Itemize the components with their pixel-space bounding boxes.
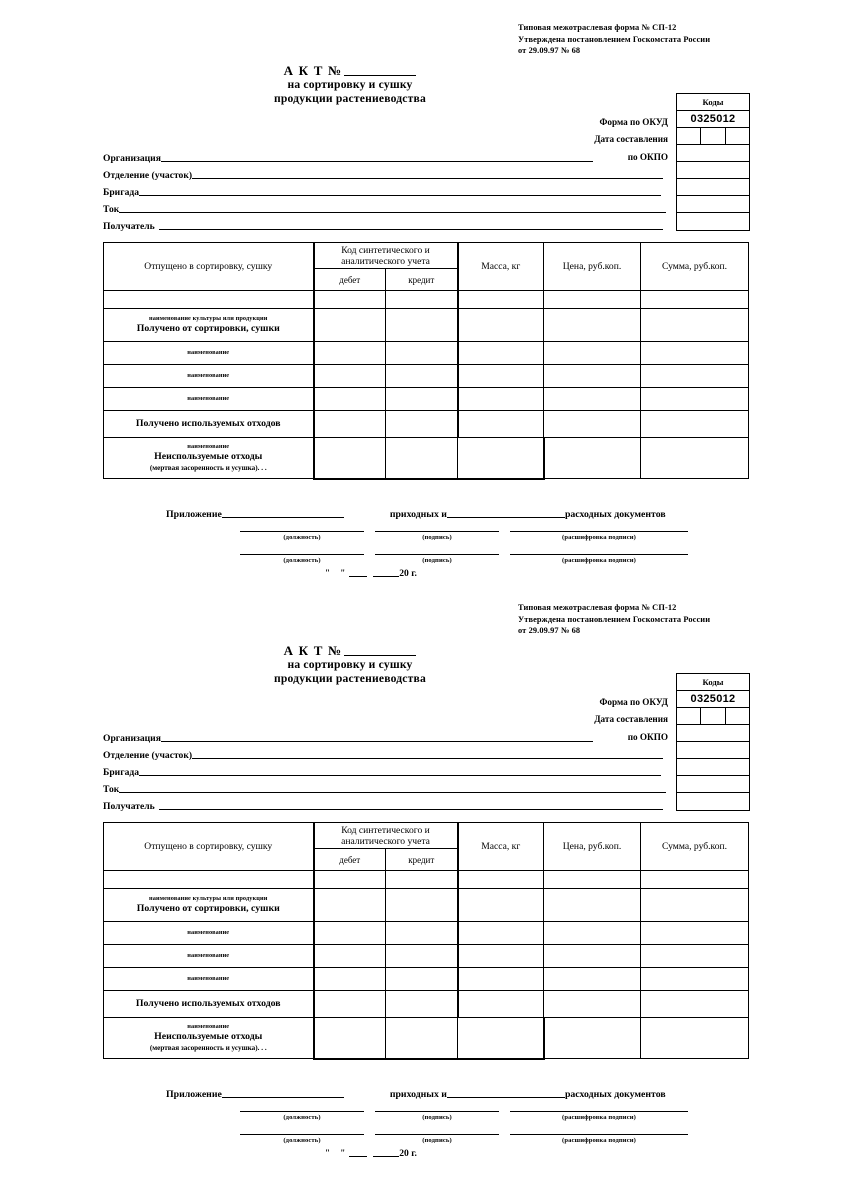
signature-caption: (подпись) (422, 534, 452, 541)
cell-price[interactable] (544, 411, 641, 438)
header-col-sum: Сумма, руб.коп. (641, 243, 749, 291)
attachment-count-outgoing[interactable] (447, 508, 565, 518)
date-cell-day[interactable] (677, 708, 701, 724)
field-receiver-input[interactable] (159, 800, 663, 810)
cell-credit[interactable] (386, 342, 458, 365)
row-caption: наименование (187, 929, 230, 936)
date-quote-marks: " " (325, 568, 350, 578)
cell-sum[interactable] (641, 922, 749, 945)
header-col-price: Цена, руб.коп. (544, 243, 641, 291)
okpo-cell[interactable] (677, 145, 749, 162)
signature-name-2 (510, 1133, 688, 1145)
signature-row-2 (0, 553, 849, 575)
title-act-label: А К Т № (283, 643, 343, 658)
title-line-3: продукции растениеводства (273, 92, 427, 105)
cell-mass[interactable] (458, 342, 544, 365)
cell-sum[interactable] (641, 291, 749, 309)
cell-price[interactable] (544, 968, 641, 991)
cell-debit[interactable] (314, 411, 386, 438)
date-cell-month[interactable] (701, 128, 725, 144)
title-act-line (0, 63, 700, 78)
table-row (104, 1018, 749, 1059)
cell-mass[interactable] (458, 291, 544, 309)
row-main-text: Получено используемых отходов (135, 418, 281, 429)
cell-debit[interactable] (314, 871, 386, 889)
table-row (104, 438, 749, 479)
label-date: Дата составления (594, 134, 668, 144)
signature-row-1 (0, 1110, 849, 1132)
cell-price[interactable] (544, 945, 641, 968)
cell-credit[interactable] (386, 991, 458, 1018)
row-caption: наименование (187, 1023, 230, 1030)
field-tok-input[interactable] (119, 203, 666, 213)
attachment-mid-label: приходных и (389, 1089, 447, 1100)
row-label-blank (104, 291, 314, 309)
cell-mass[interactable] (458, 871, 544, 889)
signature-sign-2 (375, 553, 499, 565)
table-row (104, 889, 749, 922)
cell-sum[interactable] (641, 1018, 749, 1059)
cell-mass[interactable] (458, 991, 544, 1018)
codes-cell-extra-2[interactable] (677, 759, 749, 776)
codes-cell-extra-1[interactable] (677, 742, 749, 759)
signature-row-1 (0, 530, 849, 552)
field-organization-input[interactable] (161, 732, 593, 742)
signature-caption: (подпись) (422, 1114, 452, 1121)
signature-name-1 (510, 530, 688, 542)
header-col-debit: дебет (314, 269, 386, 291)
codes-header: Коды (677, 674, 749, 691)
attachment-count-incoming[interactable] (222, 508, 344, 518)
codes-cell-extra-2[interactable] (677, 179, 749, 196)
cell-mass[interactable] (458, 889, 544, 922)
cell-price[interactable] (544, 342, 641, 365)
attachment-label: Приложение (166, 509, 222, 520)
row-label-blank (104, 871, 314, 889)
cell-price[interactable] (544, 365, 641, 388)
header-col-sum: Сумма, руб.коп. (641, 823, 749, 871)
cell-mass[interactable] (458, 388, 544, 411)
field-receiver-label: Получатель (103, 221, 155, 232)
field-tok (103, 203, 666, 216)
row-main-text: Неиспользуемые отходы (154, 451, 263, 462)
title-line-2: на сортировку и сушку (287, 658, 413, 671)
cell-credit[interactable] (386, 411, 458, 438)
row-caption: наименование (187, 975, 230, 982)
cell-sum[interactable] (641, 388, 749, 411)
sorting-table (103, 822, 749, 1060)
codes-cell-extra-4[interactable] (677, 793, 749, 810)
date-cells-row (677, 128, 749, 145)
field-organization-input[interactable] (161, 152, 593, 162)
cell-credit[interactable] (386, 968, 458, 991)
date-quote-marks: " " (325, 1148, 350, 1158)
cell-credit[interactable] (386, 388, 458, 411)
cell-debit[interactable] (314, 922, 386, 945)
signature-caption: (расшифровка подписи) (562, 1114, 636, 1121)
header-col-released: Отпущено в сортировку, сушку (104, 823, 314, 871)
field-department-input[interactable] (192, 749, 663, 759)
label-okud: Форма по ОКУД (599, 117, 668, 127)
cell-debit[interactable] (314, 889, 386, 922)
table-header-row (104, 823, 749, 849)
header-col-credit: кредит (386, 849, 458, 871)
cell-mass[interactable] (458, 309, 544, 342)
cell-mass[interactable] (458, 1018, 544, 1059)
cell-sum[interactable] (641, 968, 749, 991)
date-day-input[interactable] (349, 1147, 367, 1157)
field-department (103, 169, 663, 182)
form-title (0, 63, 700, 106)
header-col-code-group: Код синтетического и аналитического учета (314, 243, 458, 269)
field-department (103, 749, 663, 762)
sorting-table (103, 242, 749, 480)
form-instance-2 (0, 580, 849, 1200)
act-number-blank[interactable] (344, 63, 416, 76)
field-department-input[interactable] (192, 169, 663, 179)
row-label-usable-waste (104, 411, 314, 438)
row-main-text: Получено от сортировки, сушки (136, 903, 280, 914)
header-col-code-group: Код синтетического и аналитического учета (314, 823, 458, 849)
field-tok-label: Ток (103, 784, 120, 795)
date-line (325, 567, 417, 579)
row-label-received-sorting (104, 889, 314, 922)
table-row (104, 342, 749, 365)
cell-price[interactable] (544, 1018, 641, 1059)
signature-caption: (подпись) (422, 1137, 452, 1144)
signature-position-1 (240, 530, 364, 542)
field-organization-label: Организация (103, 733, 161, 744)
legal-note (518, 22, 710, 57)
row-main-text: Неиспользуемые отходы (154, 1031, 263, 1042)
header-col-mass: Масса, кг (458, 823, 544, 871)
header-col-price: Цена, руб.коп. (544, 823, 641, 871)
attachment-end-label: расходных документов (564, 1089, 666, 1100)
attachment-label: Приложение (166, 1089, 222, 1100)
okud-code-value: 0325012 (677, 691, 749, 708)
cell-price[interactable] (544, 388, 641, 411)
table-row (104, 968, 749, 991)
date-day-input[interactable] (349, 567, 367, 577)
cell-mass[interactable] (458, 365, 544, 388)
field-tok-label: Ток (103, 204, 120, 215)
legal-note (518, 602, 710, 637)
field-tok (103, 783, 666, 796)
cell-credit[interactable] (386, 291, 458, 309)
table-row (104, 365, 749, 388)
cell-debit[interactable] (314, 342, 386, 365)
row-caption: наименование культуры или продукции (149, 315, 268, 322)
cell-debit[interactable] (314, 388, 386, 411)
field-brigade-label: Бригада (103, 187, 140, 198)
row-label-named-3 (104, 388, 314, 411)
row-sub-text: (мертвая засоренность и усушка). . . (149, 464, 267, 472)
codes-header: Коды (677, 94, 749, 111)
row-sub-text: (мертвая засоренность и усушка). . . (149, 1044, 267, 1052)
codes-box (676, 93, 750, 231)
cell-credit[interactable] (386, 365, 458, 388)
cell-sum[interactable] (641, 871, 749, 889)
row-caption: наименование (187, 952, 230, 959)
row-caption: наименование (187, 443, 230, 450)
row-main-text: Получено используемых отходов (135, 998, 281, 1009)
signature-sign-1 (375, 530, 499, 542)
legal-note-line-1: Типовая межотраслевая форма № СП-12 (518, 603, 677, 612)
cell-sum[interactable] (641, 945, 749, 968)
date-cell-day[interactable] (677, 128, 701, 144)
title-line-3: продукции растениеводства (273, 672, 427, 685)
cell-price[interactable] (544, 991, 641, 1018)
legal-note-line-1: Типовая межотраслевая форма № СП-12 (518, 23, 677, 32)
date-cell-year[interactable] (726, 708, 749, 724)
codes-cell-extra-3[interactable] (677, 776, 749, 793)
date-year-label: 20 г. (399, 1148, 417, 1159)
date-month-input[interactable] (373, 1147, 399, 1157)
signature-position-2 (240, 1133, 364, 1145)
table-row (104, 871, 749, 889)
field-organization-label: Организация (103, 153, 161, 164)
field-organization (103, 732, 593, 745)
field-receiver-label: Получатель (103, 801, 155, 812)
attachment-count-outgoing[interactable] (447, 1088, 565, 1098)
label-okud: Форма по ОКУД (599, 697, 668, 707)
row-caption: наименование (187, 395, 230, 402)
act-number-blank[interactable] (344, 643, 416, 656)
cell-credit[interactable] (386, 1018, 458, 1059)
cell-mass[interactable] (458, 411, 544, 438)
signature-caption: (должность) (283, 557, 321, 564)
cell-credit[interactable] (386, 871, 458, 889)
label-okpo: по ОКПО (627, 152, 668, 162)
cell-mass[interactable] (458, 945, 544, 968)
field-department-label: Отделение (участок) (103, 750, 193, 761)
row-label-named-2 (104, 365, 314, 388)
legal-note-line-3: от 29.09.97 № 68 (518, 46, 581, 56)
attachment-mid-label: приходных и (389, 509, 447, 520)
table-row (104, 291, 749, 309)
form-title (0, 643, 700, 686)
cell-sum[interactable] (641, 365, 749, 388)
cell-credit[interactable] (386, 438, 458, 479)
table-header-row (104, 243, 749, 269)
legal-note-line-3: от 29.09.97 № 68 (518, 626, 581, 636)
codes-cell-extra-4[interactable] (677, 213, 749, 230)
row-label-named-3 (104, 968, 314, 991)
field-receiver (103, 800, 663, 813)
cell-debit[interactable] (314, 1018, 386, 1059)
signature-sign-1 (375, 1110, 499, 1122)
field-brigade-label: Бригада (103, 767, 140, 778)
table-row (104, 945, 749, 968)
field-brigade-input[interactable] (139, 186, 661, 196)
cell-sum[interactable] (641, 889, 749, 922)
date-cell-month[interactable] (701, 708, 725, 724)
cell-credit[interactable] (386, 922, 458, 945)
row-label-named-1 (104, 922, 314, 945)
field-receiver (103, 220, 663, 233)
cell-price[interactable] (544, 871, 641, 889)
cell-mass[interactable] (458, 968, 544, 991)
attachment-line (166, 508, 666, 520)
field-tok-input[interactable] (119, 783, 666, 793)
cell-price[interactable] (544, 889, 641, 922)
cell-sum[interactable] (641, 438, 749, 479)
cell-debit[interactable] (314, 945, 386, 968)
title-line-2: на сортировку и сушку (287, 78, 413, 91)
attachment-count-incoming[interactable] (222, 1088, 344, 1098)
label-okpo: по ОКПО (627, 732, 668, 742)
signature-caption: (должность) (283, 1114, 321, 1121)
signature-caption: (расшифровка подписи) (562, 534, 636, 541)
attachment-end-label: расходных документов (564, 509, 666, 520)
cell-sum[interactable] (641, 991, 749, 1018)
field-brigade (103, 186, 661, 199)
field-brigade-input[interactable] (139, 766, 661, 776)
date-line (325, 1147, 417, 1159)
cell-sum[interactable] (641, 411, 749, 438)
signature-caption: (расшифровка подписи) (562, 557, 636, 564)
cell-debit[interactable] (314, 991, 386, 1018)
cell-sum[interactable] (641, 309, 749, 342)
label-date: Дата составления (594, 714, 668, 724)
cell-sum[interactable] (641, 342, 749, 365)
cell-credit[interactable] (386, 889, 458, 922)
okud-code-value: 0325012 (677, 111, 749, 128)
signature-position-1 (240, 1110, 364, 1122)
cell-debit[interactable] (314, 968, 386, 991)
cell-price[interactable] (544, 291, 641, 309)
codes-cell-extra-3[interactable] (677, 196, 749, 213)
signature-name-2 (510, 553, 688, 565)
cell-price[interactable] (544, 309, 641, 342)
signature-caption: (должность) (283, 534, 321, 541)
header-col-debit: дебет (314, 849, 386, 871)
signature-row-2 (0, 1133, 849, 1155)
signature-position-2 (240, 553, 364, 565)
row-caption: наименование (187, 372, 230, 379)
date-cells-row (677, 708, 749, 725)
legal-note-line-2: Утверждена постановлением Госкомстата России (518, 34, 711, 44)
cell-price[interactable] (544, 922, 641, 945)
signature-caption: (расшифровка подписи) (562, 1137, 636, 1144)
table-row (104, 411, 749, 438)
title-act-line (0, 643, 700, 658)
cell-debit[interactable] (314, 438, 386, 479)
header-col-released: Отпущено в сортировку, сушку (104, 243, 314, 291)
signature-caption: (подпись) (422, 557, 452, 564)
table-row (104, 388, 749, 411)
cell-debit[interactable] (314, 309, 386, 342)
codes-cell-extra-1[interactable] (677, 162, 749, 179)
field-department-label: Отделение (участок) (103, 170, 193, 181)
date-cell-year[interactable] (726, 128, 749, 144)
row-label-usable-waste (104, 991, 314, 1018)
cell-credit[interactable] (386, 945, 458, 968)
signature-caption: (должность) (283, 1137, 321, 1144)
row-label-unusable-waste (104, 438, 314, 479)
date-year-label: 20 г. (399, 568, 417, 579)
row-caption: наименование (187, 349, 230, 356)
field-organization (103, 152, 593, 165)
cell-mass[interactable] (458, 438, 544, 479)
cell-debit[interactable] (314, 365, 386, 388)
cell-debit[interactable] (314, 291, 386, 309)
row-label-named-1 (104, 342, 314, 365)
attachment-line (166, 1088, 666, 1100)
field-receiver-input[interactable] (159, 220, 663, 230)
row-label-received-sorting (104, 309, 314, 342)
row-label-unusable-waste (104, 1018, 314, 1059)
table-row (104, 309, 749, 342)
cell-mass[interactable] (458, 922, 544, 945)
codes-box (676, 673, 750, 811)
okpo-cell[interactable] (677, 725, 749, 742)
signature-sign-2 (375, 1133, 499, 1145)
header-col-credit: кредит (386, 269, 458, 291)
title-act-label: А К Т № (283, 63, 343, 78)
header-col-mass: Масса, кг (458, 243, 544, 291)
row-label-named-2 (104, 945, 314, 968)
legal-note-line-2: Утверждена постановлением Госкомстата России (518, 614, 711, 624)
cell-price[interactable] (544, 438, 641, 479)
cell-credit[interactable] (386, 309, 458, 342)
row-main-text: Получено от сортировки, сушки (136, 323, 280, 334)
table-row (104, 991, 749, 1018)
field-brigade (103, 766, 661, 779)
table-row (104, 922, 749, 945)
row-caption: наименование культуры или продукции (149, 895, 268, 902)
signature-name-1 (510, 1110, 688, 1122)
date-month-input[interactable] (373, 567, 399, 577)
